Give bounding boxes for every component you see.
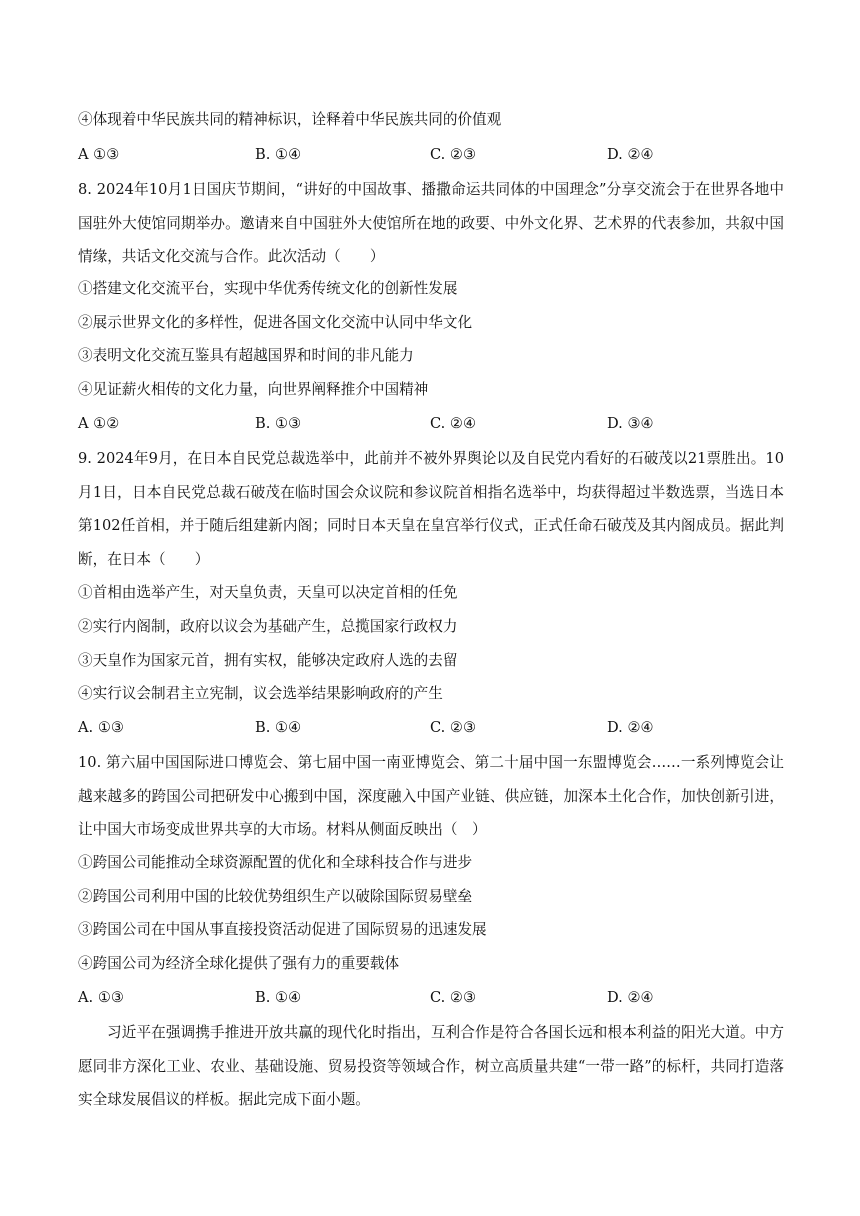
q7-options [78,145,784,165]
q8-item-4: ④见证薪火相传的文化力量，向世界阐释推介中国精神 [78,381,429,398]
q10-option-a: A. ①③ [78,989,124,1006]
q8-stem: 8. 2024年10月1日国庆节期间，“讲好的中国故事、播撒命运共同体的中国理念”分享交流会于在世界各地中国驻外大使馆同期举办。邀请来自中国驻外大使馆所在地的政要、中外文化界、艺术界的代表参加，共叙中国情缘，共话文化交流与合作。此次活动（ ） [78,181,784,265]
q10-item-2: ②跨国公司利用中国的比较优势组织生产以破除国际贸易壁垒 [78,888,473,905]
q8-option-c: C. ②④ [430,415,477,432]
q10-options [78,988,784,1008]
q7-option-b: B. ①④ [255,146,302,163]
q9-item-3: ③天皇作为国家元首，拥有实权，能够决定政府人选的去留 [78,652,458,669]
q8-item-1: ①搭建文化交流平台，实现中华优秀传统文化的创新性发展 [78,280,458,297]
q7-item-4: ④体现着中华民族共同的精神标识，诠释着中华民族共同的价值观 [78,111,502,128]
q10-option-c: C. ②③ [430,989,477,1006]
q7-option-c: C. ②③ [430,146,477,163]
q10-option-d: D. ②④ [607,989,654,1006]
q7-option-d: D. ②④ [607,146,654,163]
q10-item-1: ①跨国公司能推动全球资源配置的优化和全球科技合作与进步 [78,854,473,871]
q9-item-1: ①首相由选举产生，对天皇负责，天皇可以决定首相的任免 [78,584,458,601]
q8-options [78,414,784,434]
q10-stem: 10. 第六届中国国际进口博览会、第七届中国一南亚博览会、第二十届中国一东盟博览会……一系列博览会让越来越多的跨国公司把研发中心搬到中国，深度融入中国产业链、供应链，加深本土化合作，加快创新引进，让中国大市场变成世界共享的大市场。材料从侧面反映出（ ） [78,754,784,838]
q9-option-c: C. ②③ [430,719,477,736]
material-paragraph: 习近平在强调携手推进开放共赢的现代化时指出，互利合作是符合各国长远和根本利益的阳光大道。中方愿同非方深化工业、农业、基础设施、贸易投资等领域合作，树立高质量共建“一带一路”的标杆，共同打造落实全球发展倡议的样板。据此完成下面小题。 [78,1024,784,1108]
q7-option-a: A ①③ [78,146,120,163]
q9-option-a: A. ①③ [78,719,124,736]
q8-item-3: ③表明文化交流互鉴具有超越国界和时间的非凡能力 [78,347,414,364]
q8-option-b: B. ①③ [255,415,302,432]
q9-options [78,718,784,738]
q8-option-d: D. ③④ [607,415,654,432]
q8-item-2: ②展示世界文化的多样性，促进各国文化交流中认同中华文化 [78,314,473,331]
q9-item-2: ②实行内阁制，政府以议会为基础产生，总揽国家行政权力 [78,618,458,635]
q10-option-b: B. ①④ [255,989,302,1006]
q9-item-4: ④实行议会制君主立宪制，议会选举结果影响政府的产生 [78,685,443,702]
q9-option-d: D. ②④ [607,719,654,736]
q10-item-4: ④跨国公司为经济全球化提供了强有力的重要载体 [78,955,400,972]
q9-stem: 9. 2024年9月，在日本自民党总裁选举中，此前并不被外界舆论以及自民党内看好的石破茂以21票胜出。10月1日，日本自民党总裁石破茂在临时国会众议院和参议院首相指名选举中，均获得超过半数选票，当选日本第102任首相，并于随后组建新内阁；同时日本天皇在皇宫举行仪式，正式任命石破茂及其内阁成员。据此判断，在日本（ ） [78,450,784,568]
q9-option-b: B. ①④ [255,719,302,736]
q10-item-3: ③跨国公司在中国从事直接投资活动促进了国际贸易的迅速发展 [78,921,487,938]
q8-option-a: A ①② [78,415,120,432]
